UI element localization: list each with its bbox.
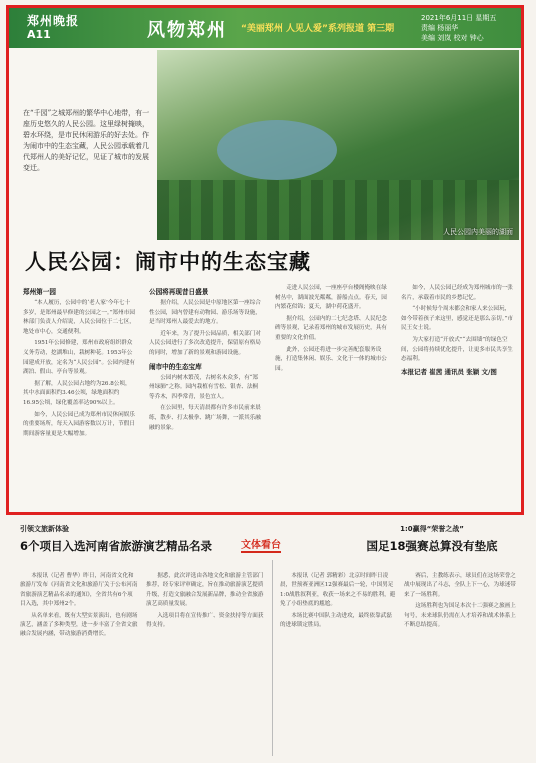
left-kicker: 引领文旅新体验 (20, 525, 69, 533)
left-story-column-1 (20, 572, 138, 756)
paragraph: 公园内树木繁茂，古树名木众多，有“郑州绿肺”之称。园内栽植有雪松、银杏、法桐等乔木，四季常青，景色宜人。 (149, 374, 259, 400)
article-column-3 (275, 284, 387, 510)
paragraph: 据介绍，公园内的二七纪念塔、人民纪念碑等景观，记录着郑州的城市发展历史，具有重要的文化价值。 (275, 315, 387, 341)
paragraph: 赛后，主教练表示，球员们在这场荣誉之战中展现出了斗志，全队上下一心，为球迷带来了一场胜利。 (404, 573, 516, 598)
section-tag: 文体看台 (241, 536, 281, 553)
subheading: 闹市中的生态宝库 (149, 362, 202, 371)
paragraph: 近年来，为了提升公园品质，相关部门对人民公园进行了多次改造提升，保留原有格局的同时，增加了新的景观和游园设施。 (149, 330, 261, 356)
paragraph: 入选项目将在宣传推广、资金扶持等方面获得支持。 (146, 612, 264, 629)
article-column-1 (23, 284, 135, 510)
series-label: “美丽郑州 人见人爱”系列报道 第三期 (241, 24, 395, 34)
newspaper-brand: 郑州晚报 (27, 14, 80, 28)
right-story-header (342, 524, 522, 554)
page-code: A11 (27, 28, 51, 41)
article-byline: 本报记者 崔茜 通讯员 张颖 文/图 (401, 367, 497, 376)
left-story-column-2 (146, 572, 264, 756)
right-kicker: 1:0赢得“荣誉之战” (400, 525, 464, 533)
paragraph: 据介绍，人民公园是中原地区第一座综合性公园，园内曾建有动物园、游乐场等设施，是当时郑州人最爱去的地方。 (149, 300, 261, 326)
left-title: 6个项目入选河南省旅游演艺精品名录 (20, 539, 212, 553)
paragraph: 据了解，人民公园占地约为26.8公顷，其中水面面积约3.46公顷，绿地面积约16.95公顷，绿化覆盖率达90%以上。 (23, 380, 131, 406)
page-meta (421, 13, 507, 43)
meta-date: 2021年6月11日 星期五 (421, 14, 497, 22)
paragraph: 本报讯（记者 曹华）昨日，河南省文化和旅游厅发布《河南省文化和旅游厅关于公布河南省旅游演艺精品名录的通知》，全省共有6个项目入选，其中郑州2个。 (20, 573, 138, 608)
paragraph: 如今，人民公园已经成为郑州城市的一张名片，承载着市民的乡愁记忆。 (401, 285, 513, 301)
paragraph: 1951年公园修建，郑州市政府组织群众义务劳动，挖湖堆山，栽树种花。1953年公园建成开放，定名为“人民公园”。公园内建有湖泊、假山、亭台等景观。 (23, 340, 135, 376)
photo-caption: 人民公园内美丽的湖面 (443, 228, 513, 236)
article-lede: 在“千园”之城郑州的繁华中心地带，有一座历史悠久的人民公园。这里绿树掩映，碧水环绕，是市民休闲游乐的好去处。作为闹市中的生态宝藏，人民公园承载着几代郑州人的美好记忆，见证了城市的发展变迁。 (23, 109, 150, 172)
article-body (23, 284, 513, 510)
column-divider (272, 560, 273, 756)
right-story-column-1 (280, 572, 396, 756)
paragraph: 本报讯（记者 郭精彩）北京时间昨日凌晨，世预赛亚洲区12强赛最后一轮，中国男足1:0战胜叙利亚，收获一场来之不易的胜利，避免了小组垫底的尴尬。 (280, 573, 396, 608)
right-title: 国足18强赛总算没有垫底 (366, 539, 498, 553)
paragraph: 此外，公园还将进一步完善配套服务设施，打造集休闲、娱乐、文化于一体的城市公园。 (275, 346, 387, 372)
park-photo (157, 50, 519, 240)
paragraph: 为大家打造“开放式”“去围墙”的绿色空间，公园将持续优化提升，让更多市民共享生态福利。 (401, 336, 513, 363)
article-column-4 (401, 284, 513, 510)
paragraph: “小时候每个周末都会和家人来公园玩，如今带着孩子来这里，感觉还是那么亲切。”市民王女士说。 (401, 306, 513, 332)
meta-editor: 责编 杨丽华 (421, 24, 459, 32)
paragraph: 据悉，此次评选由各地文化和旅游主管部门推荐，经专家评审确定，旨在推动旅游演艺提质升级，打造文旅融合发展新品牌，推动全省旅游演艺高质量发展。 (146, 573, 264, 608)
paragraph: 从名单来看，既有大型实景演出，也有剧场演艺，涵盖了多种类型，进一步丰富了全省文旅融合发展内涵，带动旅游消费增长。 (20, 612, 138, 638)
article-headline: 人民公园：闹市中的生态宝藏 (25, 249, 311, 274)
lake-shape (217, 120, 337, 180)
article-column-2 (149, 284, 261, 510)
subheading: 郑州第一园 (23, 288, 56, 296)
paragraph: 在公园里，每天清晨都有许多市民前来晨练，散步、打太极拳、跳广场舞，一派其乐融融的景象。 (149, 405, 261, 431)
meta-design: 美编 刘岚 校对 钟心 (421, 34, 484, 42)
paragraph: 走进人民公园，一座座亭台楼阁掩映在绿树丛中，湖面波光粼粼，游船点点。春天，园内繁花似锦；夏天，湖中荷花盛开。 (275, 285, 387, 311)
paragraph: “本人履历，公园中的‘老人家’今年七十多岁，是郑州最早修建的公园之一。”郑州市园林部门负责人介绍说，人民公园位于二七区，地处市中心，交通便利。 (23, 300, 135, 335)
paragraph: 本场比赛中国队主动进攻，最终依靠武磊的进球锁定胜局。 (280, 612, 392, 629)
paragraph: 如今，人民公园已成为郑州市民休闲娱乐的重要场所，每天入园游客数以万计，节假日期间游客量更是大幅增加。 (23, 411, 135, 437)
subheading: 公园将再现昔日盛景 (149, 288, 209, 296)
right-story-column-2 (404, 572, 520, 756)
bottom-news-section (6, 520, 524, 760)
featured-article-frame (6, 5, 524, 515)
left-story-header (20, 524, 230, 554)
section-title: 风物郑州 (147, 20, 227, 41)
page-banner (9, 8, 521, 48)
paragraph: 这场胜利也为国足本次十二强赛之旅画上句号，未来球队仍需在人才培养和战术体系上不断总结提高。 (404, 603, 516, 629)
